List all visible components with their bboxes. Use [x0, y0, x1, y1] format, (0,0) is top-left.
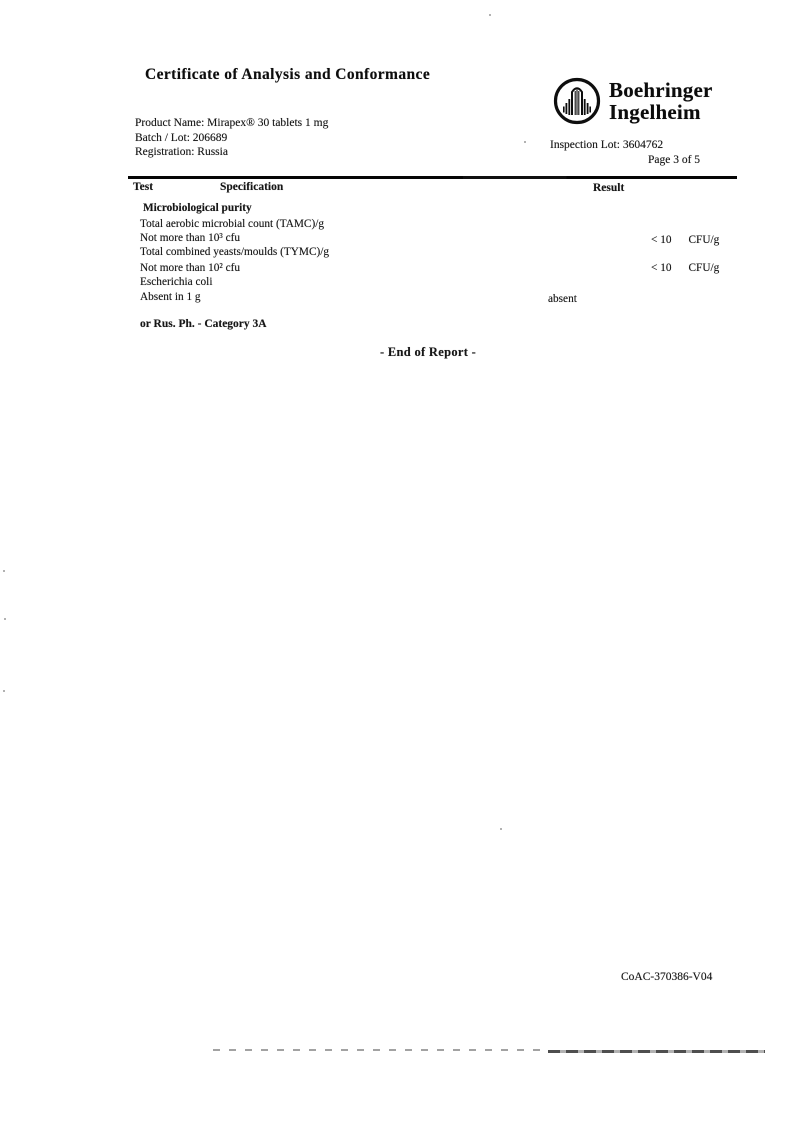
- column-header-test: Test: [133, 181, 154, 193]
- result-tymc-unit: CFU/g: [688, 262, 720, 274]
- result-tamc: [651, 234, 719, 246]
- product-info-block: [135, 116, 328, 160]
- spec-tymc-limit: Not more than 10² cfu: [140, 262, 241, 274]
- spec-tamc-limit: Not more than 10³ cfu: [140, 232, 241, 244]
- page-number: Page 3 of 5: [648, 154, 701, 166]
- result-tamc-unit: CFU/g: [688, 234, 720, 246]
- scan-artifact-line-left: [213, 1049, 543, 1051]
- column-header-result: Result: [593, 182, 625, 194]
- scan-speck: [500, 828, 502, 830]
- logo-line1: Boehringer: [609, 78, 713, 102]
- scan-speck: [3, 690, 5, 692]
- spec-ecoli: Escherichia coli: [140, 276, 213, 288]
- scan-speck: [524, 141, 526, 143]
- company-logo: [552, 76, 712, 126]
- document-title: Certificate of Analysis and Conformance: [145, 66, 431, 83]
- end-of-report: - End of Report -: [380, 345, 477, 359]
- logo-line2: Ingelheim: [609, 100, 701, 125]
- result-tamc-value: < 10: [651, 234, 672, 246]
- result-tymc-value: < 10: [651, 262, 672, 274]
- company-logo-text: [609, 79, 712, 124]
- scan-speck: [489, 14, 491, 16]
- scan-speck: [4, 618, 6, 620]
- boehringer-ingelheim-emblem-icon: [552, 76, 602, 126]
- section-title-microbiological-purity: Microbiological purity: [143, 202, 252, 214]
- result-ecoli-value: absent: [548, 293, 577, 305]
- inspection-lot: Inspection Lot: 3604762: [550, 139, 664, 151]
- spec-ecoli-limit: Absent in 1 g: [140, 291, 201, 303]
- scan-artifact-line-right: [548, 1050, 765, 1053]
- spec-tymc: Total combined yeasts/moulds (TYMC)/g: [140, 246, 330, 258]
- result-tymc: [651, 262, 719, 274]
- spec-tamc: Total aerobic microbial count (TAMC)/g: [140, 218, 325, 230]
- product-name: Product Name: Mirapex® 30 tablets 1 mg: [135, 117, 329, 129]
- column-header-specification: Specification: [220, 181, 284, 193]
- batch-lot: Batch / Lot: 206689: [135, 131, 228, 144]
- scan-speck: [3, 570, 5, 572]
- pharmacopoeia-footnote: or Rus. Ph. - Category 3A: [140, 318, 267, 330]
- table-header-rule: [128, 176, 737, 179]
- result-ecoli: [548, 293, 577, 305]
- document-code: CoAC-370386-V04: [621, 971, 713, 983]
- registration: Registration: Russia: [135, 146, 228, 159]
